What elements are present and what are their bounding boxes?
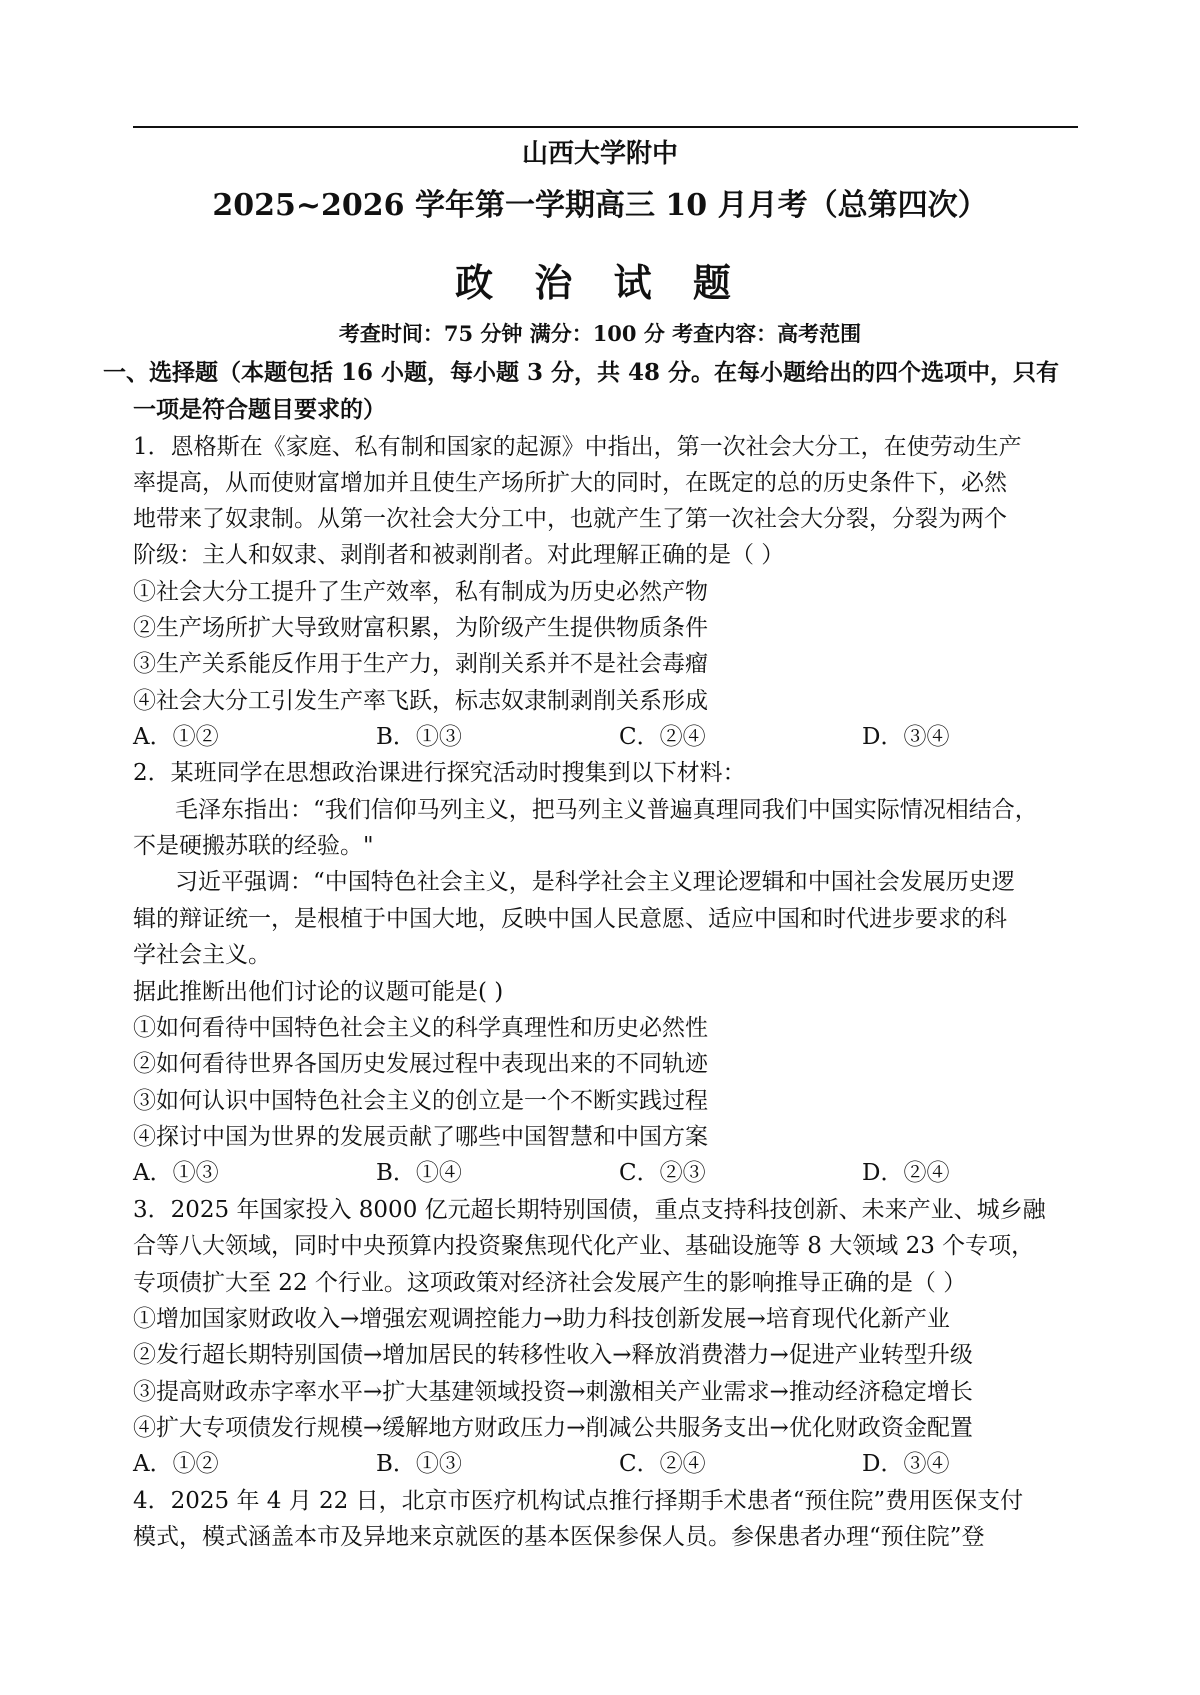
q3-option-d: D．③④ — [862, 1451, 950, 1477]
q3-statement: ③提高财政赤字率水平→扩大基建领域投资→刺激相关产业需求→推动经济稳定增长 — [133, 1379, 973, 1405]
q3-option-c: C．②④ — [619, 1451, 706, 1477]
q2-statement: ②如何看待世界各国历史发展过程中表现出来的不同轨迹 — [133, 1051, 708, 1077]
q1-statement: ④社会大分工引发生产率飞跃，标志奴隶制剥削关系形成 — [133, 688, 708, 714]
q1-statement: ③生产关系能反作用于生产力，剥削关系并不是社会毒瘤 — [133, 651, 708, 677]
q1-stem-line: 1．恩格斯在《家庭、私有制和国家的起源》中指出，第一次社会大分工，在使劳动生产 — [133, 434, 1022, 460]
q3-statement: ④扩大专项债发行规模→缓解地方财政压力→削减公共服务支出→优化财政资金配置 — [133, 1415, 973, 1441]
q2-quote-xi: 习近平强调：“中国特色社会主义，是科学社会主义理论逻辑和中国社会发展历史逻 — [175, 869, 1015, 895]
school-name: 山西大学附中 — [521, 139, 678, 169]
q3-stem-line: 专项债扩大至 22 个行业。这项政策对经济社会发展产生的影响推导正确的是（ ） — [133, 1270, 967, 1296]
q2-question: 据此推断出他们讨论的议题可能是( ) — [133, 979, 504, 1005]
q1-stem-line: 率提高，从而使财富增加并且使生产场所扩大的同时，在既定的总的历史条件下，必然 — [133, 470, 1007, 496]
subject-title: 政 治 试 题 — [455, 260, 745, 305]
q1-stem-line: 阶级：主人和奴隶、剥削者和被剥削者。对此理解正确的是（ ） — [133, 542, 785, 568]
section-heading-cont: 一项是符合题目要求的） — [133, 396, 386, 423]
q2-quote-mao-cont: 不是硬搬苏联的经验。" — [133, 833, 374, 859]
q3-option-b: B．①③ — [376, 1451, 462, 1477]
q2-quote-mao: 毛泽东指出：“我们信仰马列主义，把马列主义普遍真理同我们中国实际情况相结合， — [175, 797, 1038, 823]
q3-stem-line: 3．2025 年国家投入 8000 亿元超长期特别国债，重点支持科技创新、未来产业、城乡融 — [133, 1197, 1046, 1223]
q2-option-d: D．②④ — [862, 1160, 950, 1186]
q2-statement: ③如何认识中国特色社会主义的创立是一个不断实践过程 — [133, 1088, 708, 1114]
q1-option-b: B．①③ — [376, 724, 462, 750]
q1-option-a: A．①② — [133, 724, 219, 750]
section-heading: 一、选择题（本题包括 16 小题，每小题 3 分，共 48 分。在每小题给出的四个选项中，只有 — [103, 359, 1060, 386]
top-rule — [133, 126, 1078, 128]
q2-quote-xi-cont: 辑的辩证统一，是根植于中国大地，反映中国人民意愿、适应中国和时代进步要求的科 — [133, 906, 1007, 932]
q3-statement: ②发行超长期特别国债→增加居民的转移性收入→释放消费潜力→促进产业转型升级 — [133, 1342, 973, 1368]
q1-option-d: D．③④ — [862, 724, 950, 750]
q2-statement: ①如何看待中国特色社会主义的科学真理性和历史必然性 — [133, 1015, 708, 1041]
q2-quote-xi-cont: 学社会主义。 — [133, 942, 271, 968]
q3-stem-line: 合等八大领域，同时中央预算内投资聚焦现代化产业、基础设施等 8 大领域 23 个专项， — [133, 1233, 1035, 1259]
q2-stem: 2．某班同学在思想政治课进行探究活动时搜集到以下材料： — [133, 760, 746, 786]
q1-option-c: C．②④ — [619, 724, 706, 750]
exam-title: 2025~2026 学年第一学期高三 10 月月考（总第四次） — [212, 188, 988, 223]
q2-option-c: C．②③ — [619, 1160, 706, 1186]
q1-statement: ①社会大分工提升了生产效率，私有制成为历史必然产物 — [133, 579, 708, 605]
q1-stem-line: 地带来了奴隶制。从第一次社会大分工中，也就产生了第一次社会大分裂，分裂为两个 — [133, 506, 1007, 532]
q4-stem-line: 4．2025 年 4 月 22 日，北京市医疗机构试点推行择期手术患者“预住院”费用医保支付 — [133, 1488, 1024, 1514]
exam-meta: 考查时间：75 分钟 满分：100 分 考查内容：高考范围 — [338, 321, 862, 346]
q2-option-a: A．①③ — [133, 1160, 219, 1186]
q1-statement: ②生产场所扩大导致财富积累，为阶级产生提供物质条件 — [133, 615, 708, 641]
q3-statement: ①增加国家财政收入→增强宏观调控能力→助力科技创新发展→培育现代化新产业 — [133, 1306, 950, 1332]
q4-stem-line: 模式，模式涵盖本市及异地来京就医的基本医保参保人员。参保患者办理“预住院”登 — [133, 1524, 985, 1550]
q3-option-a: A．①② — [133, 1451, 219, 1477]
q2-option-b: B．①④ — [376, 1160, 462, 1186]
q2-statement: ④探讨中国为世界的发展贡献了哪些中国智慧和中国方案 — [133, 1124, 708, 1150]
